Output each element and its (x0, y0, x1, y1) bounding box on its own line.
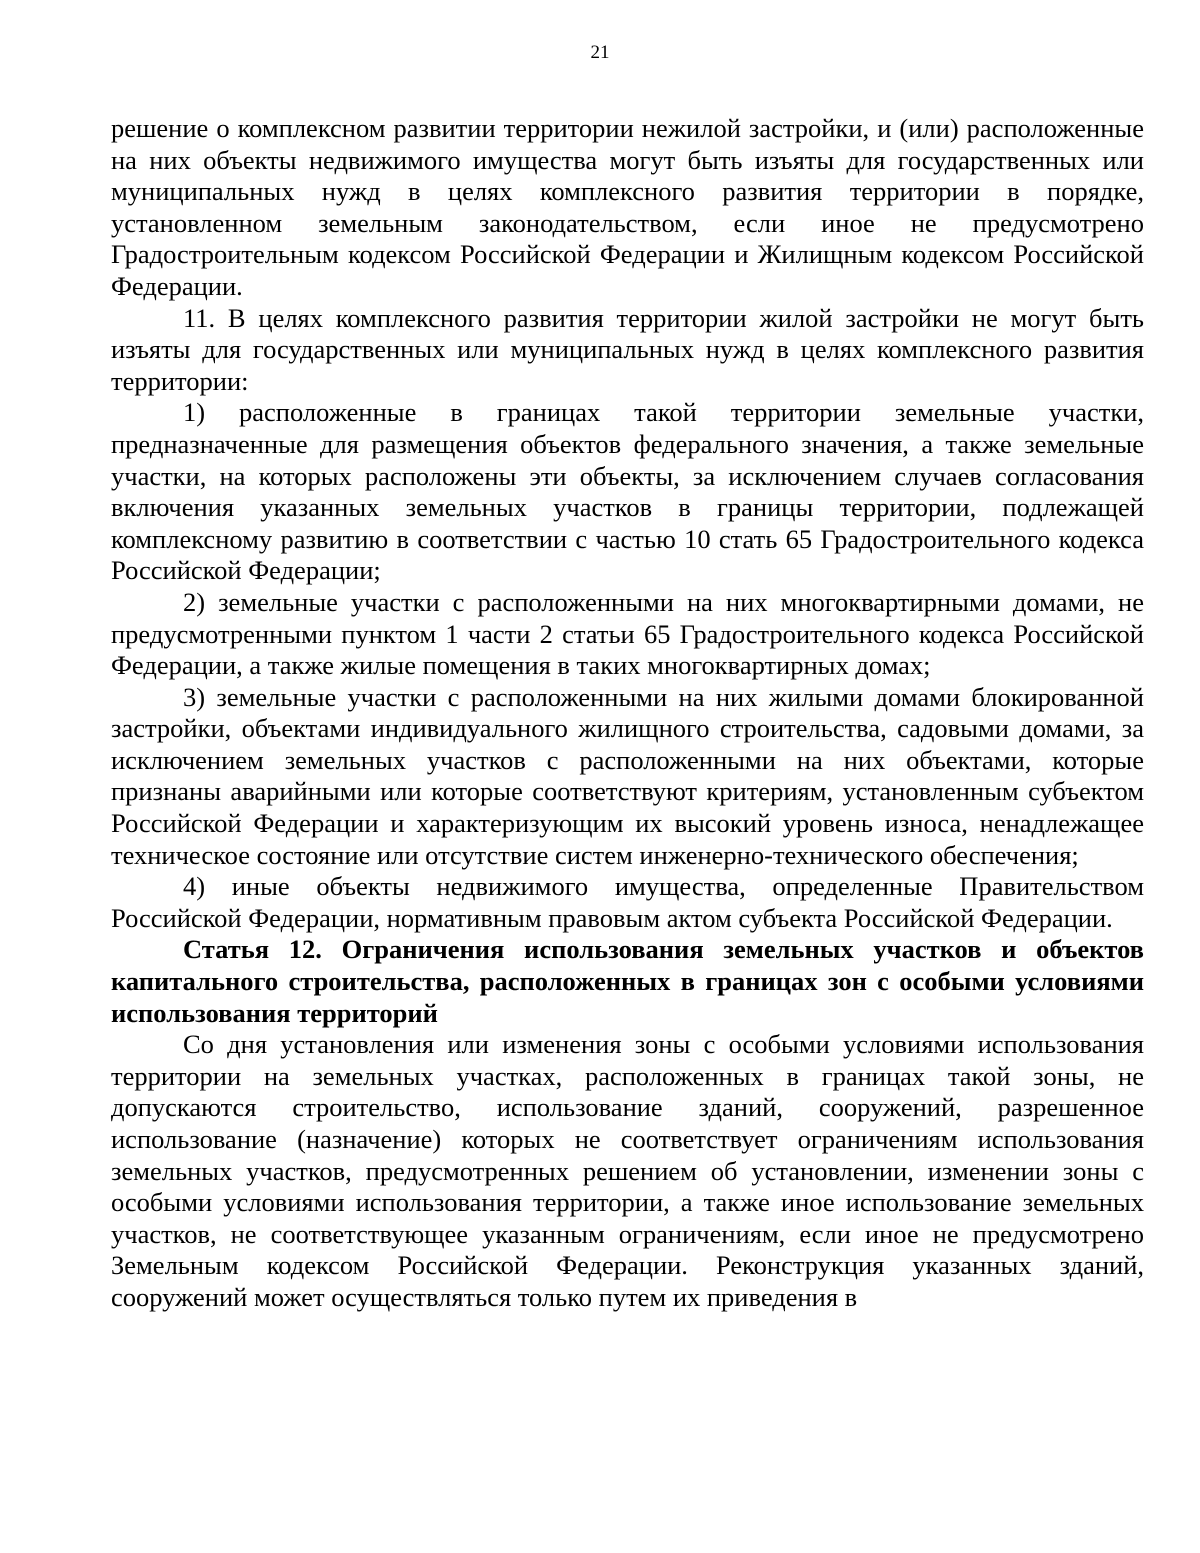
list-item-3: 3) земельные участки с расположенными на них жилыми домами блокированной застройки, объектами индивидуального жилищного строительства, садовыми домами, за исключением земельных участков с расположенными на них объектами, которые признаны аварийными или которые соответствуют критериям, установленным субъектом Российской Федерации и характеризующим их высокий уровень износа, ненадлежащее техническое состояние или отсутствие систем инженерно-технического обеспечения; (111, 681, 1144, 870)
article-12-heading: Статья 12. Ограничения использования земельных участков и объектов капитального строительства, расположенных в границах зон с особыми условиями использования территорий (111, 934, 1144, 1028)
article-12-paragraph: Со дня установления или изменения зоны с особыми условиями использования территории на земельных участках, расположенных в границах такой зоны, не допускаются строительство, использование зданий, сооружений, разрешенное использование (назначение) которых не соответствует ограничениям использования земельных участков, предусмотренных решением об установлении, изменении зоны с особыми условиями использования территории, а также иное использование земельных участков, не соответствующее указанным ограничениям, если иное не предусмотрено Земельным кодексом Российской Федерации. Реконструкция указанных зданий, сооружений может осуществляться только путем их приведения в (111, 1029, 1144, 1312)
paragraph-item-11: 11. В целях комплексного развития территории жилой застройки не могут быть изъяты для государственных или муниципальных нужд в целях комплексного развития территории: (111, 302, 1144, 396)
paragraph-continuation: решение о комплексном развитии территории нежилой застройки, и (или) расположенные на них объекты недвижимого имущества могут быть изъяты для государственных или муниципальных нужд в целях комплексного развития территории в порядке, установленном земельным законодательством, если иное не предусмотрено Градостроительным кодексом Российской Федерации и Жилищным кодексом Российской Федерации. (111, 113, 1144, 301)
list-item-4: 4) иные объекты недвижимого имущества, определенные Правительством Российской Федерации, нормативным правовым актом субъекта Российской Федерации. (111, 871, 1144, 933)
page-number: 21 (590, 42, 610, 63)
document-body (111, 113, 1144, 1314)
list-item-2: 2) земельные участки с расположенными на них многоквартирными домами, не предусмотренными пунктом 1 части 2 статьи 65 Градостроительного кодекса Российской Федерации, а также жилые помещения в таких многоквартирных домах; (111, 586, 1144, 681)
list-item-1: 1) расположенные в границах такой территории земельные участки, предназначенные для размещения объектов федерального значения, а также земельные участки, на которых расположены эти объекты, за исключением случаев согласования включения указанных земельных участков в границы территории, подлежащей комплексному развитию в соответствии с частью 10 стать 65 Градостроительного кодекса Российской Федерации; (111, 397, 1144, 586)
